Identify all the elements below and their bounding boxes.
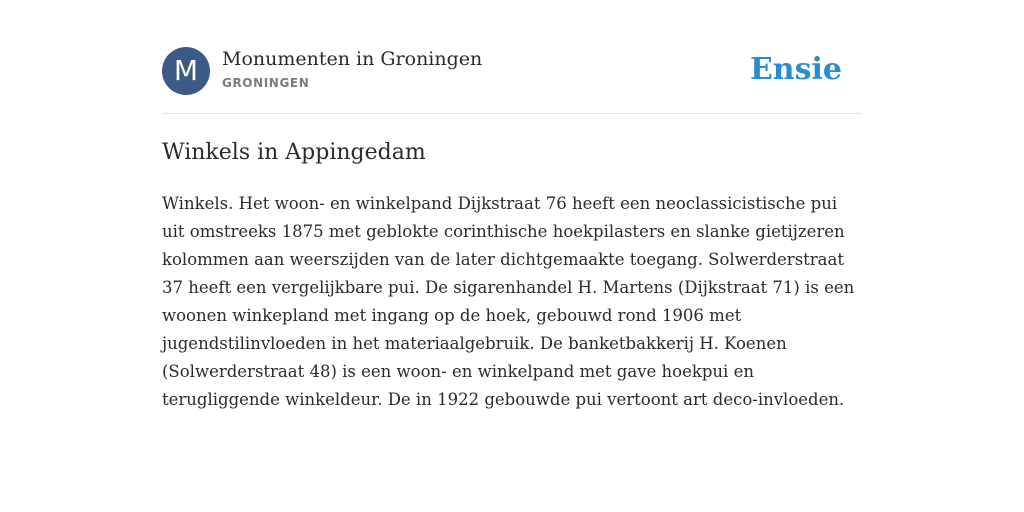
source-subtitle: GRONINGEN [222,76,310,90]
article-title: Winkels in Appingedam [162,140,426,165]
header-divider [162,113,862,114]
source-header [162,46,862,96]
article-body: Winkels. Het woon- en winkelpand Dijkstraat 76 heeft een neoclassicistische pui uit omstreeks 1875 met geblokte corinthische hoekpilasters en slanke gietijzeren kolommen aan weerszijden van de later dichtgemaakte toegang. Solwerderstraat 37 heeft een vergelijkbare pui. De sigarenhandel H. Martens (Dijkstraat 71) is een woonen winkepland met ingang op de hoek, gebouwd rond 1906 met jugendstilinvloeden in het materiaalgebruik. De banketbakkerij H. Koenen (Solwerderstraat 48) is een woon- en winkelpand met gave hoekpui en terugliggende winkeldeur. De in 1922 gebouwde pui vertoont art deco-invloeden. [162,194,855,409]
avatar[interactable]: M [162,47,210,95]
source-title-link[interactable]: Monumenten in Groningen [222,48,483,70]
ensie-logo[interactable]: Ensie [749,52,842,87]
